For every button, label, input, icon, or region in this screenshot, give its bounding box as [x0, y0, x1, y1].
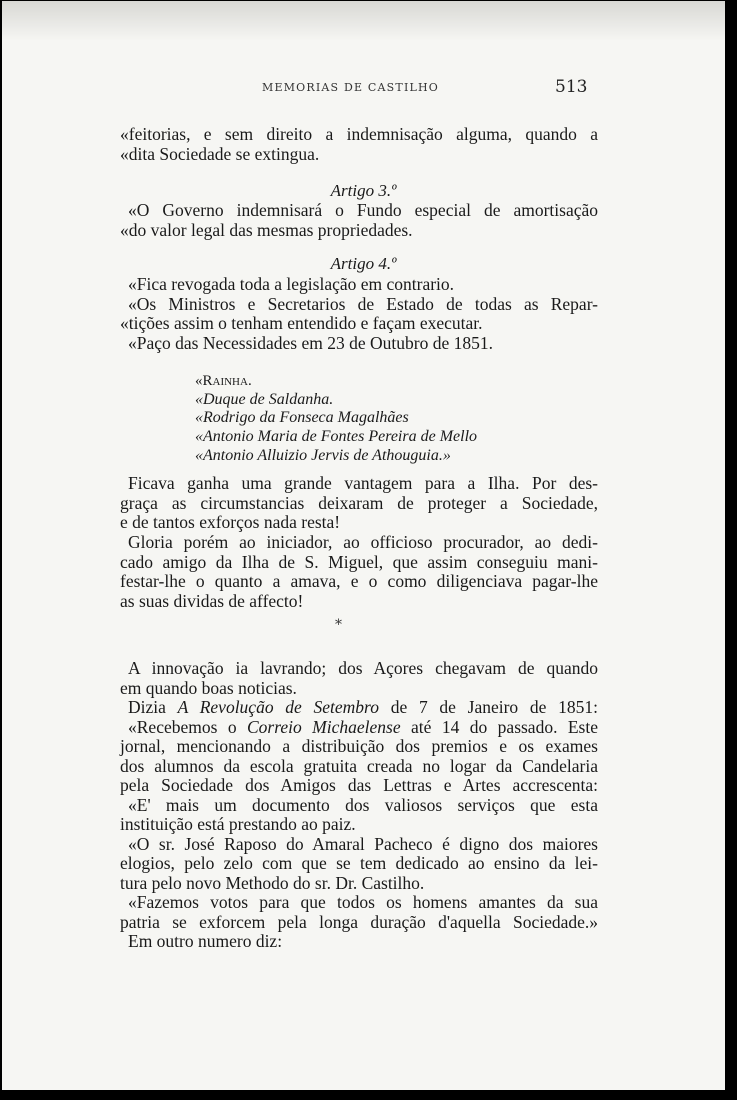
signature-name: «Rodrigo da Fonseca Magalhães — [195, 409, 409, 427]
text-line: pela Sociedade dos Amigos das Lettras e Artes accrescenta: — [120, 775, 598, 795]
text-line: Ficava ganha uma grande vantagem para a Ilha. Por des- — [128, 473, 598, 493]
text-line — [120, 698, 598, 718]
page-number: 513 — [555, 77, 588, 97]
text-line: graça as circumstancias deixaram de proteger a Sociedade, — [120, 492, 598, 513]
text-fragment: «Recebemos o — [128, 716, 247, 737]
paragraph-gloria — [120, 533, 598, 611]
text-line: cado amigo da Ilha de S. Miguel, que assim conseguiu mani- — [120, 551, 598, 572]
scan-edge-shadow — [2, 1, 725, 41]
paragraph-island — [120, 474, 598, 533]
text-line: «dita Sociedade se extingua. — [120, 143, 320, 164]
text-line: instituição está prestando ao paiz. — [120, 814, 356, 834]
text-line: «O Governo indemnisará o Fundo especial de amortisação — [128, 200, 598, 220]
text-line: «E' mais um documento dos valiosos serviços que esta — [128, 794, 598, 815]
text-line: tura pelo novo Methodo do sr. Dr. Castilho. — [120, 872, 425, 893]
newspaper-title: A Revolução de Setembro — [177, 697, 379, 717]
article-3-heading: Artigo 3.º — [330, 181, 397, 200]
text-line: elogios, pelo zelo com que se tem dedicado ao ensino da lei- — [120, 853, 598, 873]
signature-name: «Antonio Alluizio Jervis de Athouguia.» — [195, 446, 451, 464]
text-line: as suas dividas de affecto! — [120, 590, 304, 611]
text-fragment: até 14 do passado. Este — [400, 716, 598, 737]
text-line: Em outro numero diz: — [128, 931, 283, 951]
text-line: «tições assim o tenham entendido e façam executar. — [120, 313, 483, 333]
text-line: «Paço das Necessidades em 23 de Outubro de 1851. — [128, 332, 493, 353]
text-line: «do valor legal das mesmas propriedades. — [120, 219, 413, 240]
text-line: «feitorias, e sem direito a indemnisação alguma, quando a — [120, 124, 598, 144]
text-line: festar-lhe o quanto a amava, e o como diligenciava pagar-lhe — [120, 571, 598, 591]
text-fragment: Dizia — [128, 697, 178, 717]
signature-rainha: «Rainha. — [195, 373, 252, 389]
text-line: em quando boas noticias. — [120, 677, 297, 698]
article-3-text — [120, 201, 598, 240]
text-line: «Fazemos votos para que todos os homens amantes da sua — [128, 892, 598, 912]
paragraph-innovation — [120, 659, 598, 698]
text-line: e de tantos exforços nada resta! — [120, 512, 341, 532]
book-page — [2, 1, 725, 1090]
text-line: A innovação ia lavrando; dos Açores chegavam de quando — [128, 658, 598, 678]
signatures-block — [195, 372, 595, 466]
text-line: patria se exforcem pela longa duração d'aquella Sociedade.» — [120, 911, 598, 932]
text-line: Gloria porém ao iniciador, ao officioso procurador, ao dedi- — [128, 532, 598, 552]
text-line: «O sr. José Raposo do Amaral Pacheco é digno dos maiores — [128, 833, 598, 854]
text-fragment: de 7 de Janeiro de 1851: — [378, 697, 598, 717]
signature-name: «Duque de Saldanha. — [195, 390, 334, 408]
running-head: MEMORIAS DE CASTILHO — [262, 81, 440, 94]
signature-name: «Antonio Maria de Fontes Pereira de Mello — [195, 428, 478, 446]
text-line: jornal, mencionando a distribuição dos premios e os exames — [120, 736, 598, 756]
text-line: dos alumnos da escola gratuita creada no logar da Candelaria — [120, 755, 598, 776]
article-4-text — [120, 275, 598, 353]
paragraph-revolucao — [120, 698, 598, 952]
section-separator: * — [335, 617, 342, 633]
article-4-heading: Artigo 4.º — [330, 254, 397, 273]
paragraph-feitorias — [120, 125, 598, 164]
text-line: «Os Ministros e Secretarios de Estado de todas as Repar- — [128, 293, 598, 314]
newspaper-title: Correio Michaelense — [247, 716, 401, 737]
text-line — [120, 718, 598, 738]
text-line: «Fica revogada toda a legislação em contrario. — [128, 274, 455, 294]
